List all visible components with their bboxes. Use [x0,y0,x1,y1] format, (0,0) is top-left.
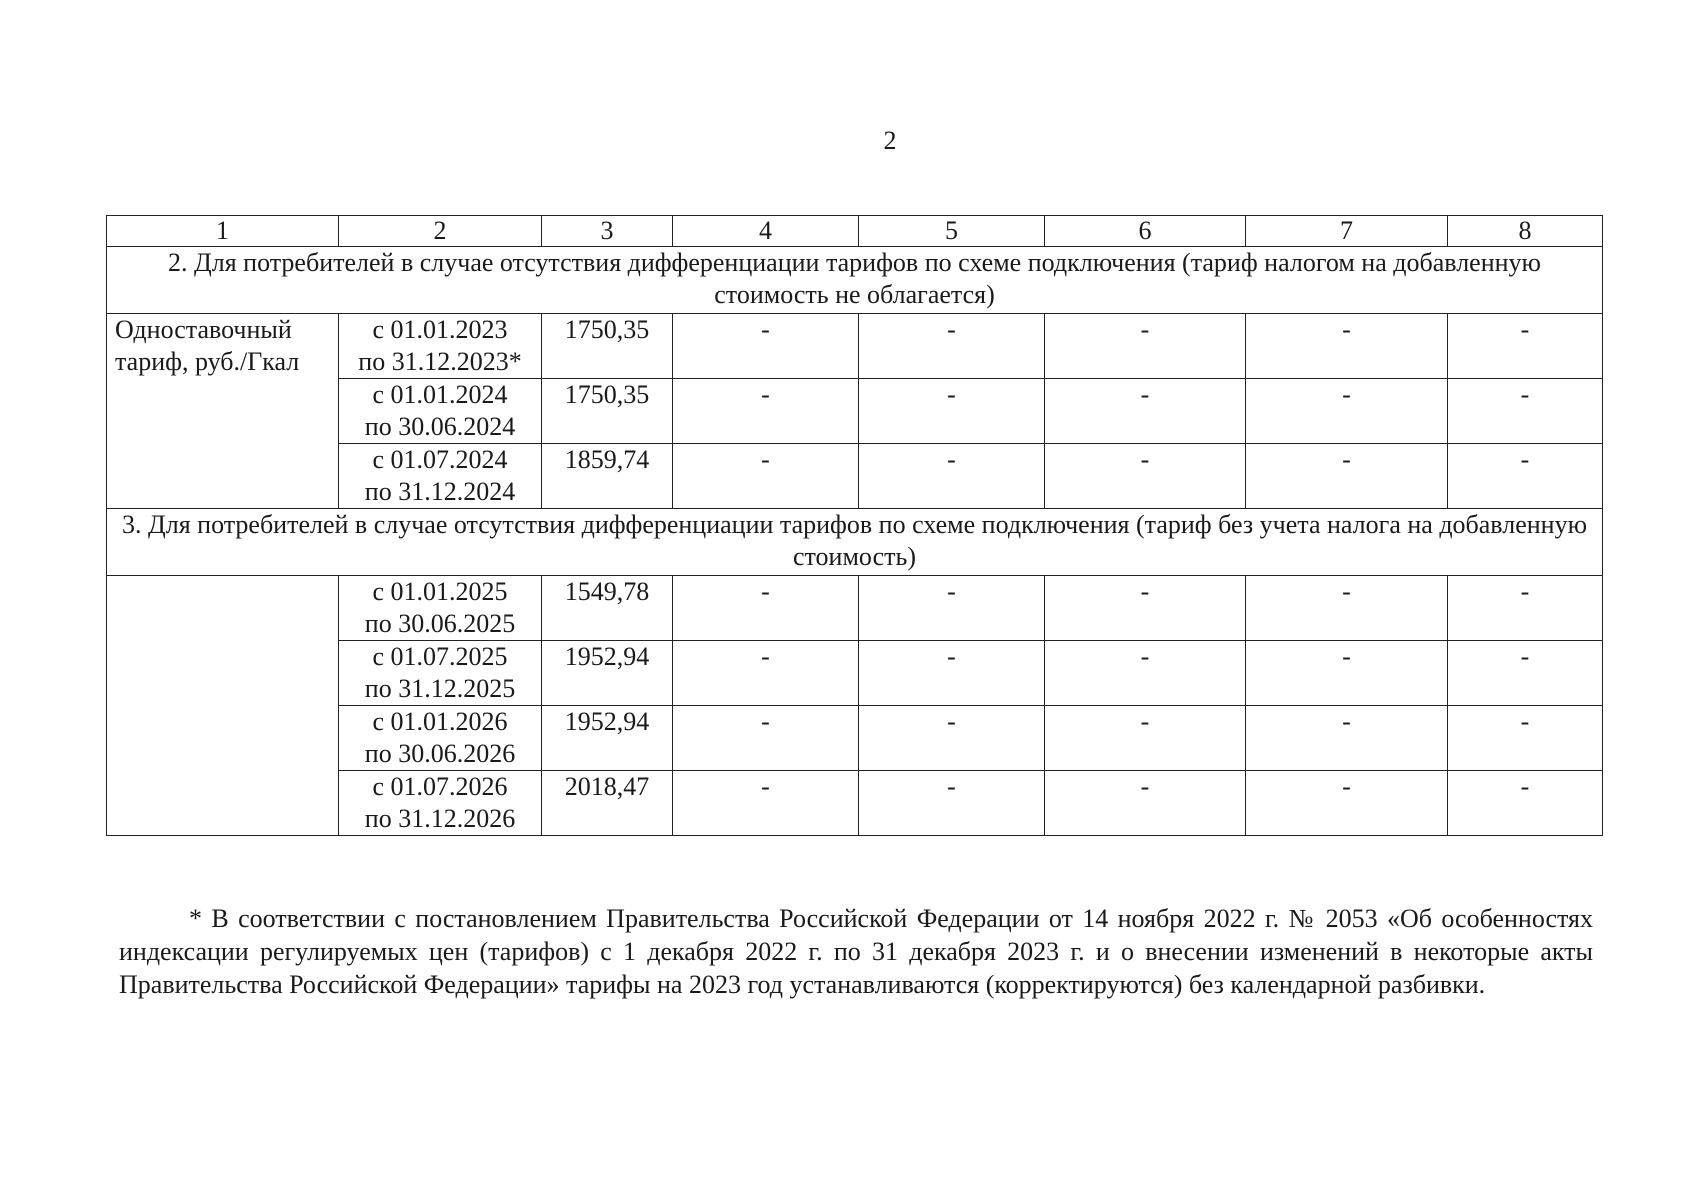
empty-value: - [859,314,1045,379]
empty-value: - [1448,576,1603,641]
empty-value: - [1045,771,1246,836]
empty-value: - [859,576,1045,641]
period-to: по 30.06.2024 [364,412,516,441]
page-number: 2 [883,126,897,155]
period-to: по 30.06.2026 [364,739,516,768]
column-header: 3 [542,216,673,247]
tariff-value: 1952,94 [542,706,673,771]
empty-value: - [673,771,859,836]
empty-value: - [1246,706,1448,771]
period-from: с 01.07.2024 [372,445,508,474]
tariff-value: 1549,78 [542,576,673,641]
tariff-type-label-empty [107,576,339,836]
column-header: 2 [339,216,542,247]
period-to: по 31.12.2023* [358,347,522,376]
period-from: с 01.01.2023 [372,315,508,344]
tariff-value: 1859,74 [542,444,673,509]
period-from: с 01.07.2025 [372,642,508,671]
period-to: по 31.12.2025 [364,674,516,703]
tariff-type-label: Одноставочный тариф, руб./Гкал [107,314,339,509]
empty-value: - [859,379,1045,444]
tariff-table [106,215,1603,836]
empty-value: - [1045,379,1246,444]
empty-value: - [1448,641,1603,706]
column-header: 8 [1448,216,1603,247]
empty-value: - [673,641,859,706]
empty-value: - [859,641,1045,706]
table-row [107,576,1603,641]
empty-value: - [1045,641,1246,706]
empty-value: - [1448,444,1603,509]
empty-value: - [1246,771,1448,836]
section-header-row [107,509,1603,576]
period-to: по 31.12.2026 [364,804,516,833]
period-cell [339,771,542,836]
empty-value: - [1045,314,1246,379]
tariff-value: 1750,35 [542,379,673,444]
empty-value: - [1448,314,1603,379]
section-header-row [107,247,1603,314]
period-to: по 31.12.2024 [364,477,516,506]
column-header: 1 [107,216,339,247]
column-header: 7 [1246,216,1448,247]
empty-value: - [673,379,859,444]
empty-value: - [1045,706,1246,771]
period-to: по 30.06.2025 [364,609,516,638]
column-header: 6 [1045,216,1246,247]
empty-value: - [1448,379,1603,444]
empty-value: - [1246,444,1448,509]
empty-value: - [673,444,859,509]
empty-value: - [1246,641,1448,706]
empty-value: - [859,771,1045,836]
section-3-title: 3. Для потребителей в случае отсутствия дифференциации тарифов по схеме подключения (тариф без учета налога на добавленную стоимость) [107,509,1603,576]
empty-value: - [673,706,859,771]
period-cell [339,706,542,771]
tariff-value: 2018,47 [542,771,673,836]
empty-value: - [859,706,1045,771]
empty-value: - [1246,379,1448,444]
empty-value: - [1045,576,1246,641]
period-cell [339,641,542,706]
column-header: 4 [673,216,859,247]
period-cell [339,576,542,641]
tariff-value: 1952,94 [542,641,673,706]
period-cell [339,444,542,509]
empty-value: - [1448,706,1603,771]
column-header: 5 [859,216,1045,247]
empty-value: - [1045,444,1246,509]
footnote: * В соответствии с постановлением Правительства Российской Федерации от 14 ноября 2022 г. № 2053 «Об особенностях индексации регулируемых цен (тарифов) с 1 декабря 2022 г. по 31 декабря 2023 г. и о внесении изменений в некоторые акты Правительства Российской Федерации» тарифы на 2023 год устанавливаются (корректируются) без календарной разбивки. [119,904,1593,999]
empty-value: - [673,314,859,379]
empty-value: - [1246,576,1448,641]
column-header-row [107,216,1603,247]
period-from: с 01.01.2026 [372,707,508,736]
tariff-value: 1750,35 [542,314,673,379]
period-cell [339,379,542,444]
period-from: с 01.07.2026 [372,772,508,801]
period-from: с 01.01.2025 [372,577,508,606]
empty-value: - [1448,771,1603,836]
section-2-title: 2. Для потребителей в случае отсутствия дифференциации тарифов по схеме подключения (тариф налогом на добавленную стоимость не облагается) [107,247,1603,314]
empty-value: - [859,444,1045,509]
empty-value: - [673,576,859,641]
period-from: с 01.01.2024 [372,380,508,409]
table-row [107,314,1603,379]
empty-value: - [1246,314,1448,379]
period-cell [339,314,542,379]
